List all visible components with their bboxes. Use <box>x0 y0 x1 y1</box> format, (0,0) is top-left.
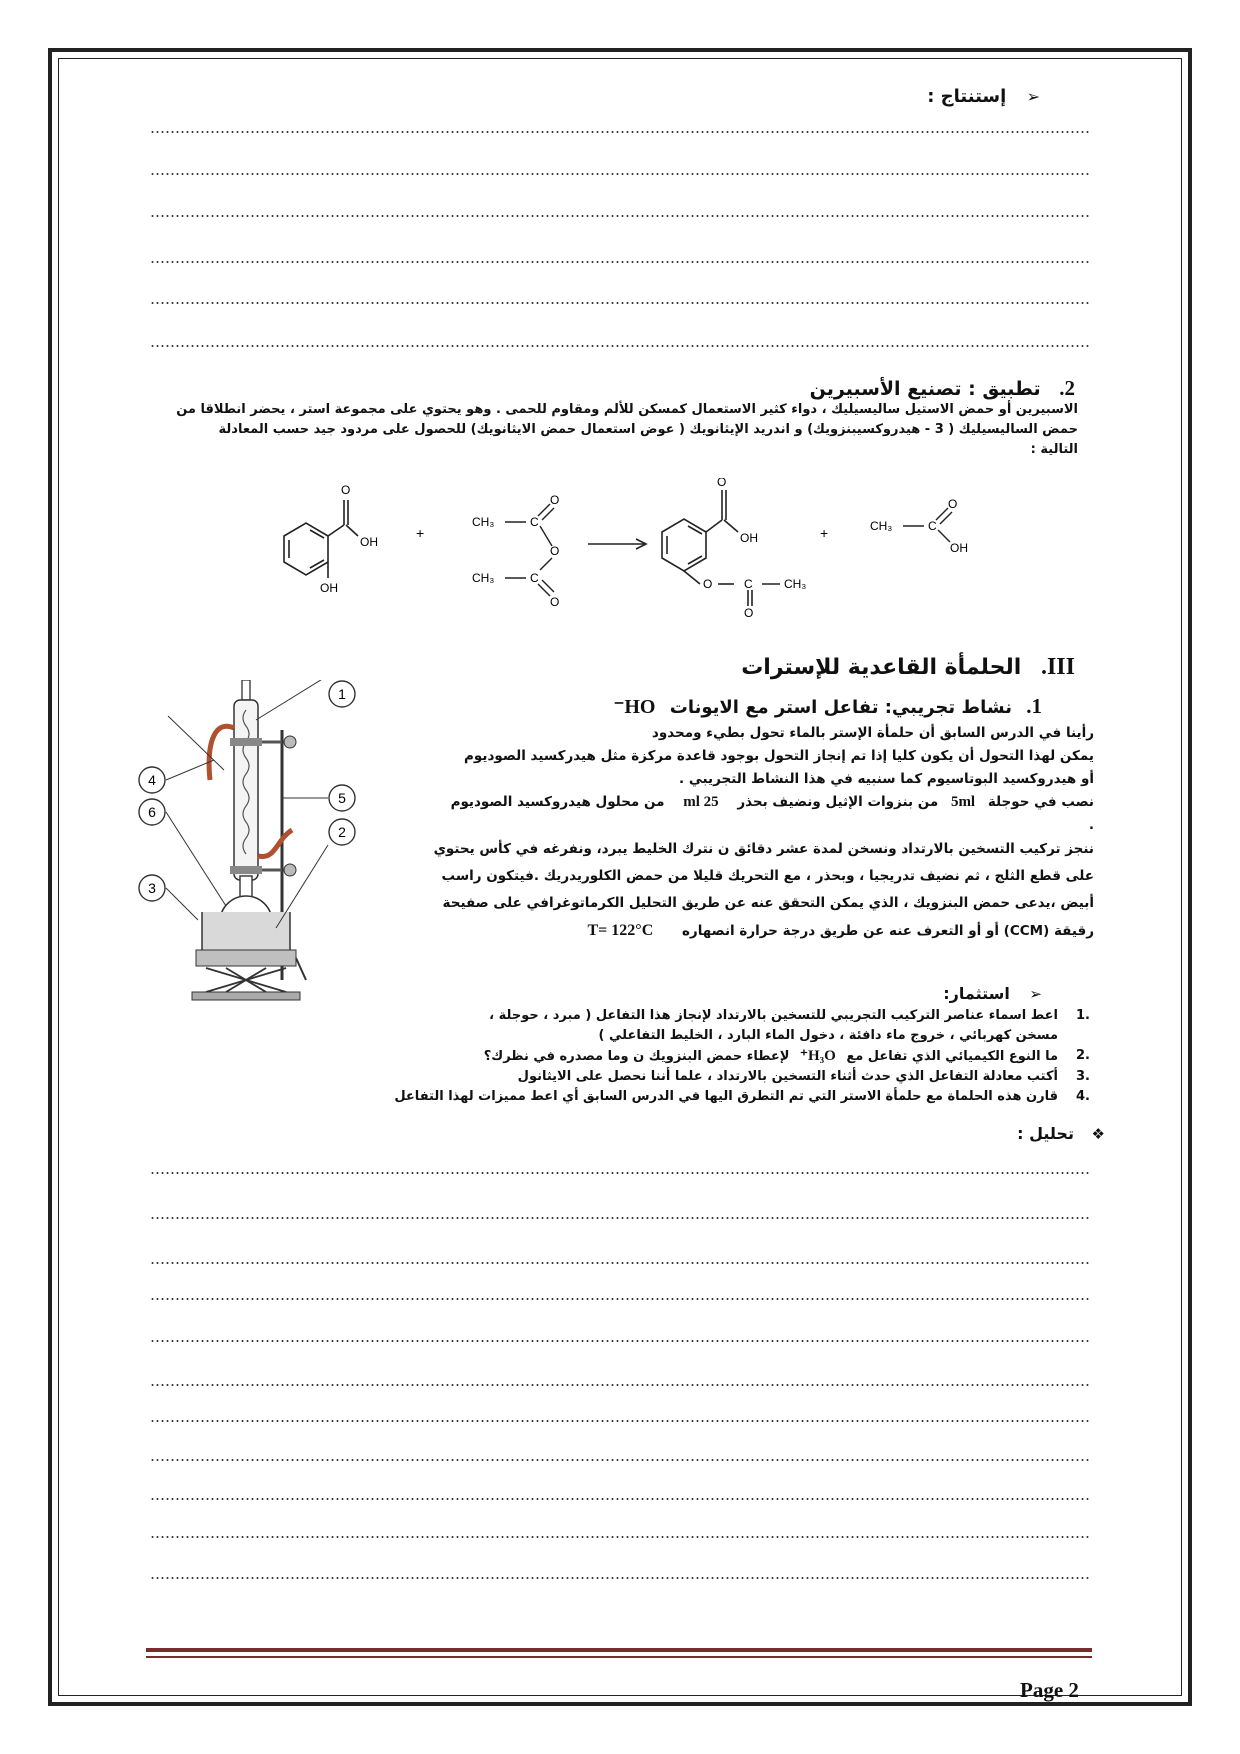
question-4 <box>390 1087 1090 1107</box>
answer-line <box>150 1420 1090 1422</box>
oxygen-label: O <box>550 595 560 609</box>
paragraph-line: رأينا في الدرس السابق أن حلمأة الإستر بالماء تحول بطيء ومحدود <box>651 725 1094 741</box>
answer-line <box>150 1536 1090 1538</box>
footer-rule <box>146 1648 1092 1652</box>
text-run: رقيقة (CCM) أو أو التعرف عنه عن طريق درجة حرارة انصهاره <box>681 923 1094 939</box>
conclusion-title: إستنتاج : <box>927 86 1007 107</box>
hydroxide-ion: HO⁻ <box>613 696 656 718</box>
application-title: تطبيق : تصنيع الأسبيرين <box>809 378 1041 400</box>
oxygen-label: O <box>550 544 560 558</box>
answer-line <box>150 345 1090 347</box>
answer-line <box>150 1298 1090 1300</box>
question-number: .2 <box>1076 1048 1090 1063</box>
paragraph-line <box>374 791 1094 814</box>
question-text: أكتب معادلة التفاعل الذي حدث أثناء التسخين بالارتداد ، علما أننا نحصل على الايثانول <box>517 1069 1058 1084</box>
aspirin-reaction-scheme <box>260 478 980 618</box>
question-3 <box>390 1067 1090 1087</box>
paragraph-line: على قطع الثلج ، ثم نضيف تدريجيا ، وبحذر ، مع التحريك قليلا من حمض الكلوريدريك .فيتكون راسب <box>441 868 1094 884</box>
analysis-title: تحليل : <box>1017 1124 1074 1143</box>
answer-line <box>150 215 1090 217</box>
question-text: اعط اسماء عناصر التركيب التجريبي للتسخين بالارتداد لإنجاز هذا التفاعل ( مبرد ، حوجلة ، <box>489 1008 1058 1023</box>
carbon-label: C <box>928 519 937 533</box>
callout-label: 6 <box>148 804 156 820</box>
answer-line <box>150 1340 1090 1342</box>
paragraph-line: أبيض ،يدعى حمض البنزويك ، الذي يمكن التحقق عنه عن طريق التحليل الكرماتوغرافي على صفيحة <box>442 895 1094 911</box>
paragraph-line: التالية : <box>1030 442 1078 457</box>
footer-rule <box>146 1656 1092 1658</box>
question-number: .3 <box>1076 1069 1090 1084</box>
methyl-label: CH₃ <box>870 519 893 533</box>
lab-jack <box>192 992 300 1000</box>
callout-label: 4 <box>148 772 156 788</box>
hydroxyl-label: OH <box>360 535 378 549</box>
callout-1 <box>329 681 355 707</box>
carbon-label: C <box>744 577 753 591</box>
text-run: نصب في حوجلة <box>987 794 1094 810</box>
text-run: من بنزوات الإثيل ونضيف بحذر <box>737 794 939 810</box>
reflux-apparatus-figure <box>106 680 406 1010</box>
callout-5 <box>329 785 355 811</box>
paragraph-line: الاسبيرين أو حمض الاستيل ساليسيليك ، دواء كثير الاستعمال كمسكن للألم ومقاوم للحمى . وهو يحتوي على مجموعة استر ، يحضر انطلاقا من <box>176 402 1078 417</box>
paragraph-line: ننجز تركيب التسخين بالارتداد ونسخن لمدة عشر دقائق ن نترك الخليط يبرد، ونفرغه في كأس يحتوي <box>433 841 1094 857</box>
exploitation-title: استثمار: <box>943 984 1010 1003</box>
activity-heading <box>614 694 1042 719</box>
oxygen-label: O <box>744 606 754 618</box>
text-run: من محلول هيدروكسيد الصوديوم <box>450 794 665 810</box>
oxygen-label: O <box>703 577 713 591</box>
callout-label: 5 <box>338 790 346 806</box>
answer-line <box>150 1217 1090 1219</box>
page-number: Page 2 <box>1020 1678 1079 1702</box>
paragraph-line: يمكن لهذا التحول أن يكون كليا إذا تم إنجاز التحول بوجود قاعدة مركزة مثل هيدركسيد الصوديوم <box>464 748 1094 764</box>
diamond-bullet-icon: ❖ <box>1091 1125 1105 1143</box>
callout-4 <box>139 767 165 793</box>
callout-label: 3 <box>148 880 156 896</box>
plus-sign: + <box>416 525 425 541</box>
question-1-continued: مسخن كهربائي ، خروج ماء دافئة ، دخول الماء البارد ، الخليط التفاعلي ) <box>598 1028 1058 1043</box>
section-heading <box>741 654 1075 681</box>
benzene-ring <box>284 523 328 575</box>
question-number: .1 <box>1076 1008 1090 1023</box>
oxygen-label: O <box>948 497 958 511</box>
application-heading <box>810 376 1075 401</box>
carbon-label: C <box>530 571 539 585</box>
question-text <box>484 1046 1058 1067</box>
callout-label: 2 <box>338 824 346 840</box>
melting-temperature: T= 122°C <box>587 922 654 939</box>
activity-paragraph <box>374 722 1094 943</box>
methyl-label: CH₃ <box>472 515 495 529</box>
oxygen-label: O <box>341 483 351 497</box>
oxygen-label: O <box>717 478 727 489</box>
answer-line <box>150 1262 1090 1264</box>
plus-sign: + <box>820 525 829 541</box>
paragraph-line <box>374 919 1094 943</box>
exploitation-questions <box>390 1006 1090 1107</box>
callout-label: 1 <box>338 686 346 702</box>
answer-line <box>150 1498 1090 1500</box>
benzene-ring <box>662 519 706 571</box>
callout-2 <box>329 819 355 845</box>
answer-line <box>150 261 1090 263</box>
volume-value: 25 ml <box>683 794 719 810</box>
arrow-marker-icon: ➢ <box>1029 985 1042 1003</box>
answer-line <box>150 1172 1090 1174</box>
section-number: III. <box>1040 654 1075 680</box>
hydroxyl-label: OH <box>320 581 338 595</box>
question-1 <box>390 1006 1090 1026</box>
paragraph-line: أو هيدروكسيد البوتاسيوم كما سنبيه في هذا النشاط التجريبي . <box>679 771 1094 787</box>
volume-value: 5ml <box>950 794 976 810</box>
answer-line <box>150 1384 1090 1386</box>
callout-3 <box>139 875 165 901</box>
reaction-arrow <box>588 539 646 549</box>
answer-line <box>150 1577 1090 1579</box>
carbon-label: C <box>530 515 539 529</box>
oxygen-label: O <box>550 493 560 507</box>
answer-line <box>150 131 1090 133</box>
conclusion-heading <box>927 86 1040 107</box>
activity-title: نشاط تجريبي: تفاعل استر مع الايونات <box>669 697 1012 718</box>
arrow-marker-icon: ➢ <box>1026 87 1040 106</box>
application-number: 2. <box>1059 376 1075 400</box>
activity-number: 1. <box>1026 694 1042 718</box>
exploitation-heading <box>943 984 1042 1003</box>
callout-6 <box>139 799 165 825</box>
answer-line <box>150 173 1090 175</box>
text-run: لإعطاء حمض البنزويك ن وما مصدره في نظرك؟ <box>483 1049 790 1064</box>
answer-line <box>150 302 1090 304</box>
answer-line <box>150 1459 1090 1461</box>
text-run: ما النوع الكيميائي الذي تفاعل مع <box>846 1049 1058 1064</box>
question-text: قارن هذه الحلماة مع حلمأة الاستر التي تم التطرق اليها في الدرس السابق أي اعط مميزات لهذا التفاعل <box>394 1089 1058 1104</box>
methyl-label: CH₃ <box>784 577 807 591</box>
hydroxyl-label: OH <box>950 541 968 555</box>
hydroxyl-label: OH <box>740 531 758 545</box>
analysis-heading <box>1017 1124 1105 1143</box>
question-2 <box>390 1046 1090 1067</box>
section-title: الحلمأة القاعدية للإسترات <box>741 655 1022 680</box>
application-paragraph <box>158 400 1078 460</box>
paragraph-line: . <box>1088 817 1094 833</box>
hydronium-ion: H₃O⁺ <box>800 1048 836 1064</box>
paragraph-line: حمض الساليسيليك ( 3 - هيدروكسيبنزويك) و اندريد الإيثانويك ( عوض استعمال حمض الايثانويك) للحصول على مردود جيد حسب المعادلة <box>218 422 1078 437</box>
methyl-label: CH₃ <box>472 571 495 585</box>
question-number: .4 <box>1076 1089 1090 1104</box>
